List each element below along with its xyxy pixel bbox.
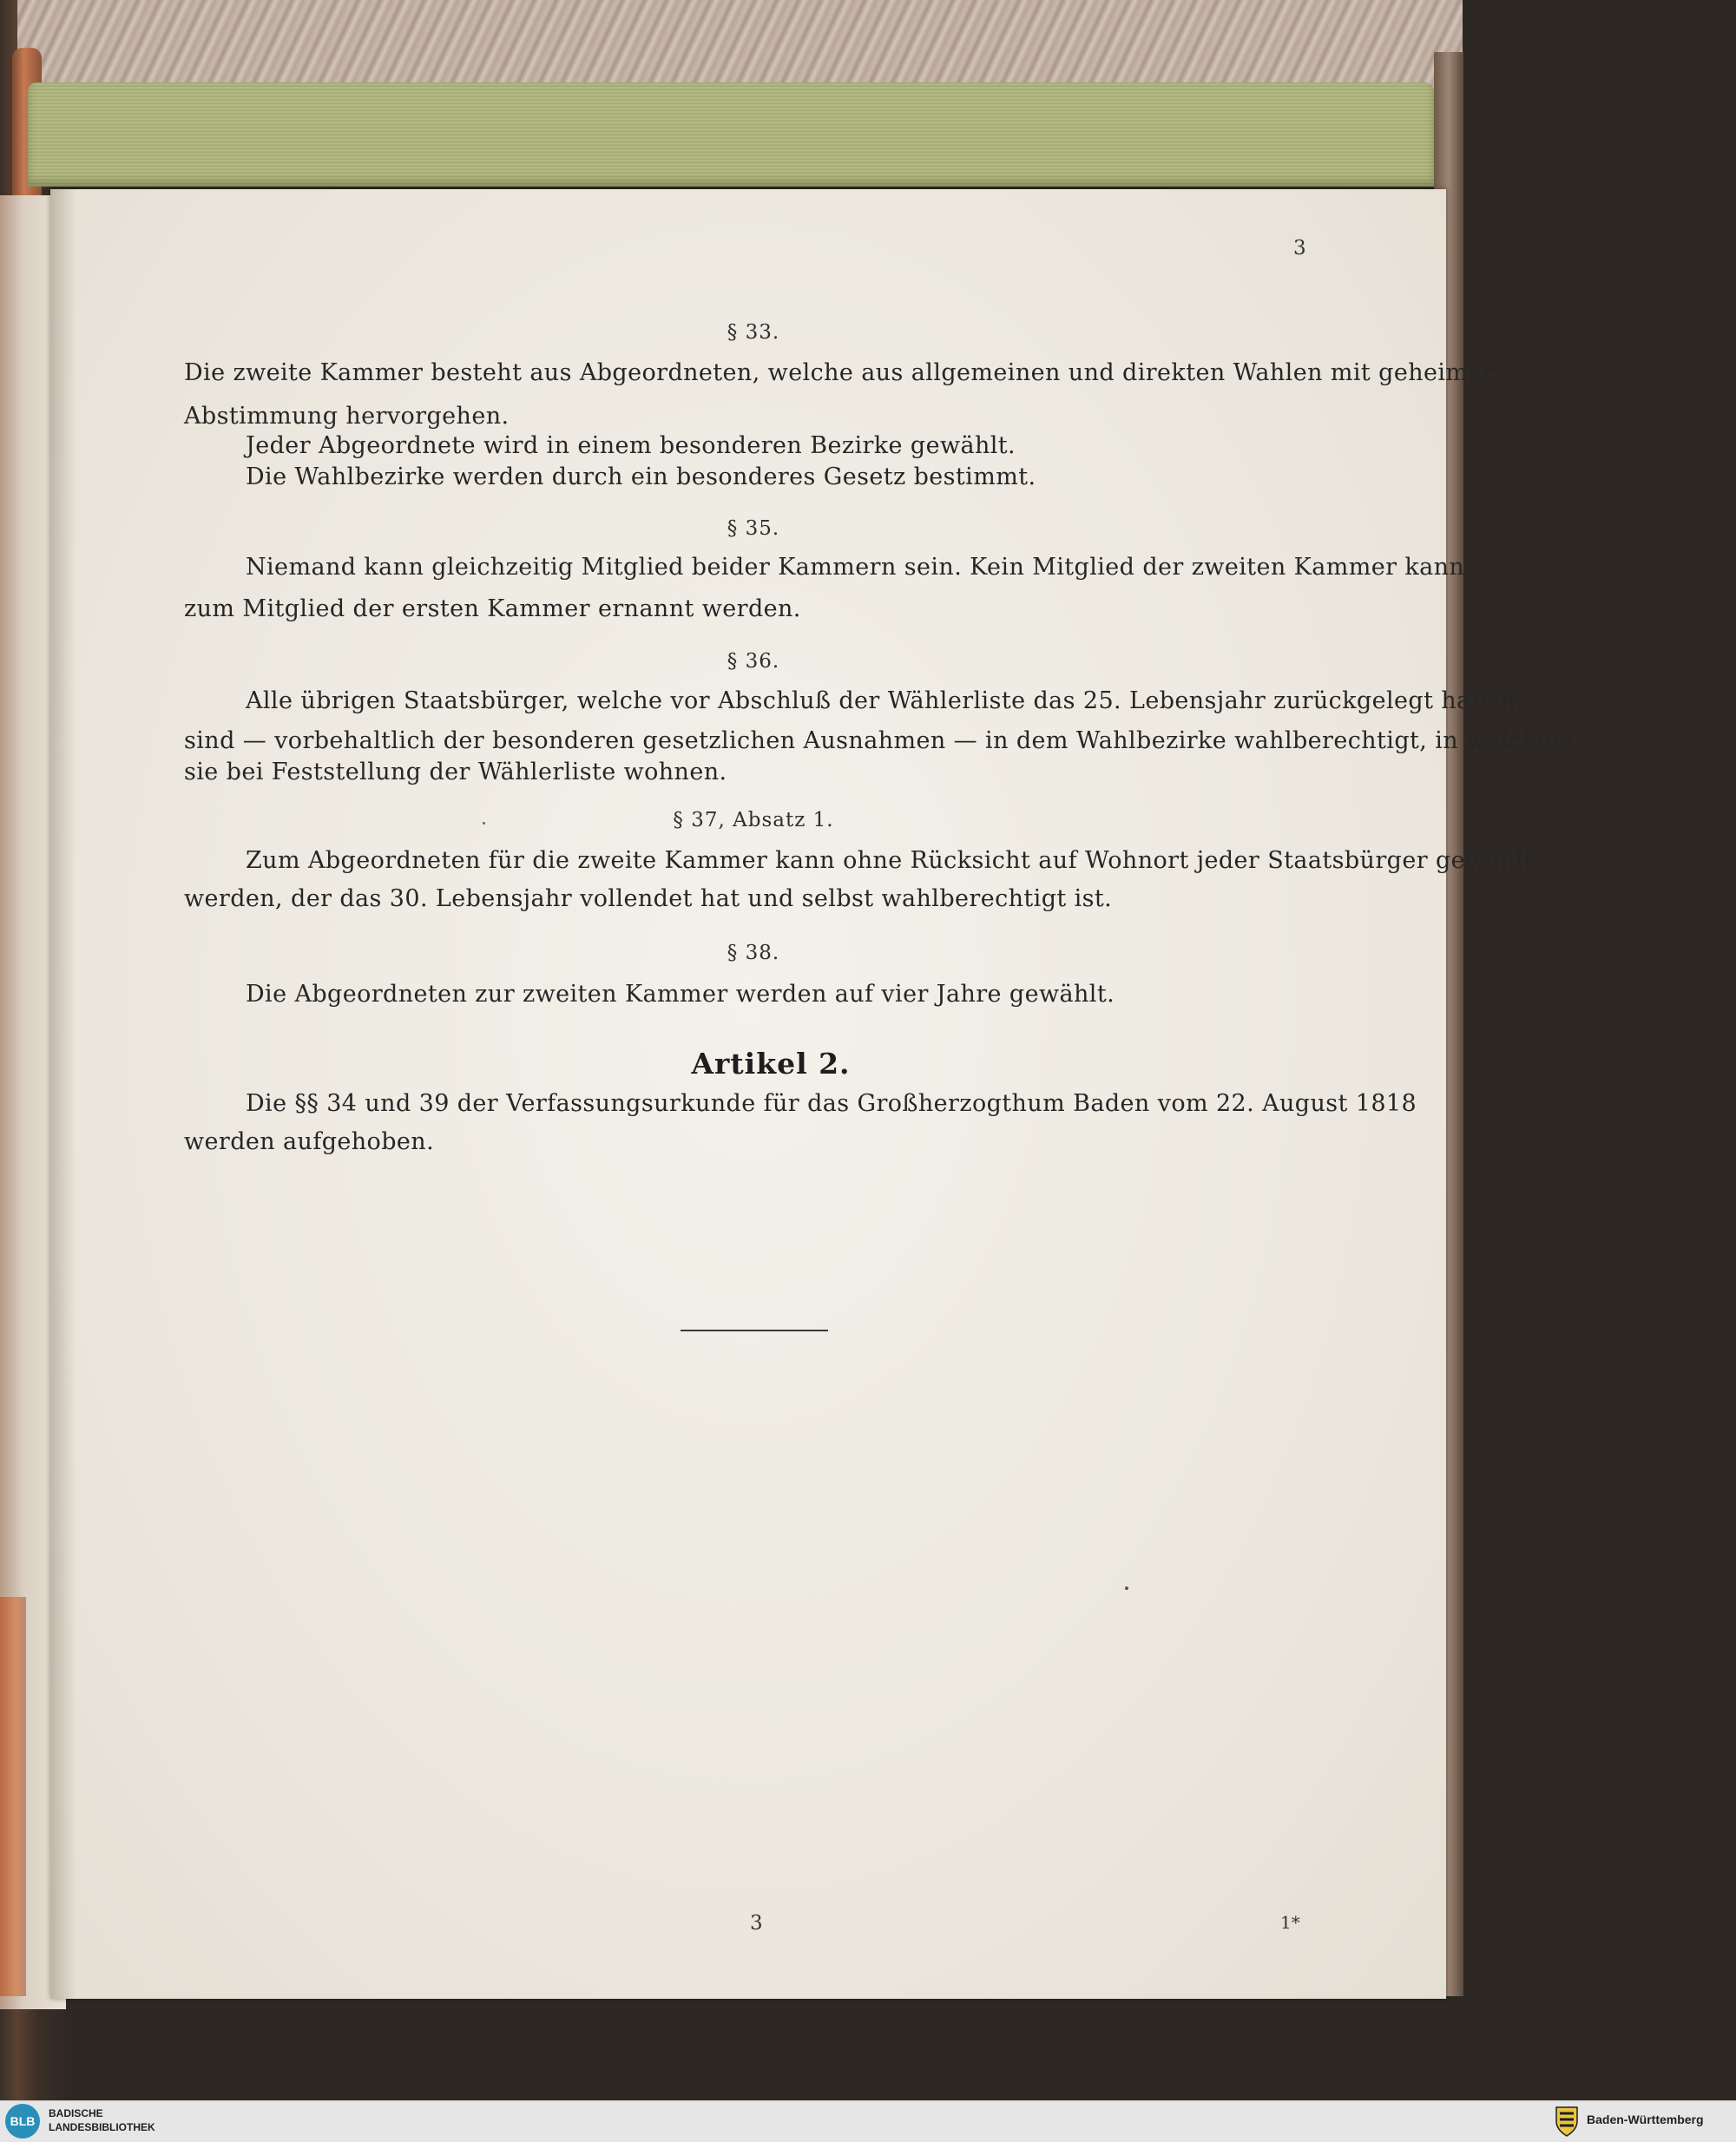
library-name-line2: LANDESBIBLIOTHEK [49, 2121, 155, 2133]
text-line: sie bei Feststellung der Wählerliste wohnen. [184, 759, 727, 785]
viewer-footer [0, 2100, 1736, 2142]
state-name[interactable]: Baden-Württemberg [1587, 2112, 1704, 2126]
text-line: Die Wahlbezirke werden durch ein besonderes Gesetz bestimmt. [246, 463, 1036, 490]
section-heading-38: § 38. [727, 942, 780, 964]
section-heading-35: § 35. [727, 517, 780, 540]
gutter-shadow [50, 189, 76, 1999]
text-line: werden aufgehoben. [184, 1128, 435, 1155]
text-line: Die zweite Kammer besteht aus Abgeordneten, welche aus allgemeinen und direkten Wahlen mit geheimer [184, 359, 1495, 386]
page-block-edges [28, 82, 1434, 187]
signature-mark: 1* [1280, 1912, 1300, 1933]
closing-rule [681, 1330, 828, 1331]
library-name [49, 2106, 155, 2134]
bw-coat-of-arms-icon[interactable] [1554, 2104, 1580, 2137]
text-line: werden, der das 30. Lebensjahr vollendet hat und selbst wahlberechtigt ist. [184, 885, 1113, 912]
text-line: Zum Abgeordneten für die zweite Kammer kann ohne Rücksicht auf Wohnort jeder Staatsbürger gewählt [246, 847, 1534, 874]
text-line: zum Mitglied der ersten Kammer ernannt werden. [184, 595, 801, 622]
text-line: Die Abgeordneten zur zweiten Kammer werden auf vier Jahre gewählt. [246, 981, 1115, 1008]
text-line: Alle übrigen Staatsbürger, welche vor Abschluß der Wählerliste das 25. Lebensjahr zurückgelegt haben, [246, 687, 1524, 714]
text-line: sind — vorbehaltlich der besonderen gesetzlichen Ausnahmen — in dem Wahlbezirke wahlberechtigt, in welchem [184, 727, 1575, 754]
print-speck [483, 822, 485, 825]
text-line: Niemand kann gleichzeitig Mitglied beider Kammern sein. Kein Mitglied der zweiten Kammer kann [246, 554, 1465, 581]
text-line: Jeder Abgeordnete wird in einem besonderen Bezirke gewählt. [246, 432, 1016, 459]
section-heading-37: § 37, Absatz 1. [673, 809, 834, 831]
text-line: Die §§ 34 und 39 der Verfassungsurkunde für das Großherzogthum Baden vom 22. August 1818 [246, 1090, 1417, 1117]
page-number-top: 3 [1293, 237, 1306, 260]
text-line: Abstimmung hervorgehen. [184, 403, 510, 430]
article-heading: Artikel 2. [691, 1047, 851, 1081]
previous-leaf-edge [0, 1597, 26, 1996]
library-name-line1: BADISCHE [49, 2107, 103, 2119]
blb-logo-icon[interactable]: BLB [5, 2104, 40, 2139]
section-heading-33: § 33. [727, 321, 780, 344]
print-speck [1125, 1587, 1128, 1590]
section-heading-36: § 36. [727, 650, 780, 673]
page-number-bottom: 3 [750, 1912, 763, 1935]
